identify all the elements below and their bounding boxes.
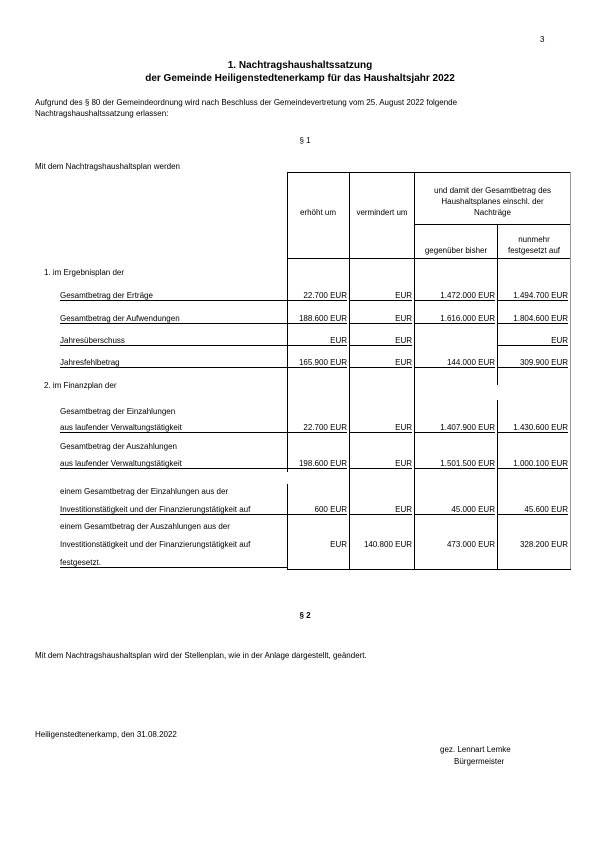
header-nunmehr-1: nunmehr (518, 235, 550, 244)
row-jahresfehlbetrag-nunmehr: 309.900 EUR (498, 358, 568, 368)
row-ertraege-nunmehr: 1.494.700 EUR (498, 291, 568, 301)
header-erhoeht: erhöht um (299, 208, 337, 217)
intro-line-2: Nachtragshaushaltssatzung erlassen: (35, 109, 169, 118)
section-2-heading: § 2 (299, 611, 311, 620)
row-auszahlungen-inv-label-3: festgesetzt. (60, 558, 287, 568)
part-1-label: 1. im Ergebnisplan der (44, 268, 125, 277)
row-auszahlungen-lfd-nunmehr: 1.000.100 EUR (498, 459, 568, 469)
row-auszahlungen-inv-nunmehr: 328.200 EUR (519, 540, 568, 549)
row-ertraege-bisher: 1.472.000 EUR (415, 291, 495, 301)
row-einzahlungen-inv-vermindert: EUR (350, 505, 412, 515)
table-right-edge (570, 172, 571, 570)
row-aufwendungen-vermindert: EUR (350, 314, 412, 324)
section-1-heading: § 1 (299, 136, 311, 145)
row-auszahlungen-lfd-vermindert: EUR (350, 459, 412, 469)
row-einzahlungen-lfd-erhoeht: 22.700 EUR (288, 423, 347, 433)
row-jahresfehlbetrag-label: Jahresfehlbetrag (60, 358, 287, 368)
row-ertraege-erhoeht: 22.700 EUR (288, 291, 347, 301)
row-aufwendungen-nunmehr: 1.804.600 EUR (498, 314, 568, 324)
header-gesamt-1: und damit der Gesamtbetrag des (434, 186, 551, 195)
row-auszahlungen-inv-label-1: einem Gesamtbetrag der Auszahlungen aus der (60, 522, 230, 531)
row-einzahlungen-lfd-vermindert: EUR (350, 423, 412, 433)
row-auszahlungen-lfd-label-1: Gesamtbetrag der Auszahlungen (60, 442, 177, 451)
row-ertraege-vermindert: EUR (350, 291, 412, 301)
row-einzahlungen-lfd-label-2: aus laufender Verwaltungstätigkeit (60, 423, 287, 433)
row-jahresfehlbetrag-erhoeht: 165.900 EUR (288, 358, 347, 368)
row-jahresueberschuss-erhoeht: EUR (288, 336, 347, 346)
signature-title: Bürgermeister (454, 757, 505, 766)
row-auszahlungen-inv-vermindert: 140.800 EUR (363, 540, 412, 549)
document-title-line1: 1. Nachtragshaushaltssatzung (227, 60, 373, 71)
row-aufwendungen-bisher: 1.616.000 EUR (415, 314, 495, 324)
row-jahresueberschuss-nunmehr: EUR (498, 336, 568, 346)
row-auszahlungen-lfd-bisher: 1.501.500 EUR (415, 459, 495, 469)
header-bisher: gegenüber bisher (424, 246, 488, 255)
table-divider-1c (287, 484, 288, 570)
place-date: Heiligenstedtenerkamp, den 31.08.2022 (35, 730, 177, 739)
header-gesamt-2: Haushaltsplanes einschl. der (441, 197, 544, 206)
part-2-label: 2. im Finanzplan der (44, 381, 117, 390)
row-einzahlungen-lfd-nunmehr: 1.430.600 EUR (498, 423, 568, 433)
row-einzahlungen-lfd-label-1: Gesamtbetrag der Einzahlungen (60, 407, 176, 416)
row-einzahlungen-inv-erhoeht: 600 EUR (288, 505, 347, 515)
row-einzahlungen-inv-label-2: Investitionstätigkeit und der Finanzierungstätigkeit auf (60, 505, 287, 515)
signature-name: gez. Lennart Lemke (440, 745, 511, 754)
row-jahresfehlbetrag-vermindert: EUR (350, 358, 412, 368)
header-gesamt-3: Nachträge (474, 208, 511, 217)
row-jahresfehlbetrag-bisher: 144.000 EUR (415, 358, 495, 368)
intro-line-1: Aufgrund des § 80 der Gemeindeordnung wird nach Beschluss der Gemeindevertretung vom 25. August 2022 folgende (35, 98, 458, 107)
document-title-line2: der Gemeinde Heiligenstedtenerkamp für das Haushaltsjahr 2022 (145, 73, 455, 84)
row-auszahlungen-lfd-label-2: aus laufender Verwaltungstätigkeit (60, 459, 287, 469)
header-subrule (414, 224, 571, 225)
row-auszahlungen-inv-bisher: 473.000 EUR (446, 540, 495, 549)
table-bottom-rule (287, 569, 571, 570)
header-bottom-rule (287, 258, 571, 259)
page-number: 3 (540, 35, 545, 44)
row-einzahlungen-inv-bisher: 45.000 EUR (415, 505, 495, 515)
row-jahresueberschuss-label: Jahresüberschuss (60, 336, 287, 346)
row-jahresueberschuss-vermindert: EUR (350, 336, 412, 346)
section-2-text: Mit dem Nachtragshaushaltsplan wird der Stellenplan, wie in der Anlage dargestellt, geändert. (35, 651, 367, 660)
header-vermindert: vermindert um (356, 208, 408, 217)
table-top-rule (287, 172, 571, 173)
row-einzahlungen-inv-nunmehr: 45.600 EUR (498, 505, 568, 515)
row-aufwendungen-erhoeht: 188.600 EUR (288, 314, 347, 324)
row-aufwendungen-label: Gesamtbetrag der Aufwendungen (60, 314, 287, 324)
section-1-intro: Mit dem Nachtragshaushaltsplan werden (35, 162, 180, 171)
row-auszahlungen-inv-label-2: Investitionstätigkeit und der Finanzierungstätigkeit auf (60, 540, 251, 549)
row-ertraege-label: Gesamtbetrag der Erträge (60, 291, 287, 301)
row-auszahlungen-lfd-erhoeht: 198.600 EUR (288, 459, 347, 469)
row-einzahlungen-inv-label-1: einem Gesamtbetrag der Einzahlungen aus der (60, 487, 229, 496)
row-auszahlungen-inv-erhoeht: EUR (330, 540, 347, 549)
table-divider-1 (287, 172, 288, 292)
row-einzahlungen-lfd-bisher: 1.407.900 EUR (415, 423, 495, 433)
header-nunmehr-2: festgesetzt auf (507, 246, 561, 255)
